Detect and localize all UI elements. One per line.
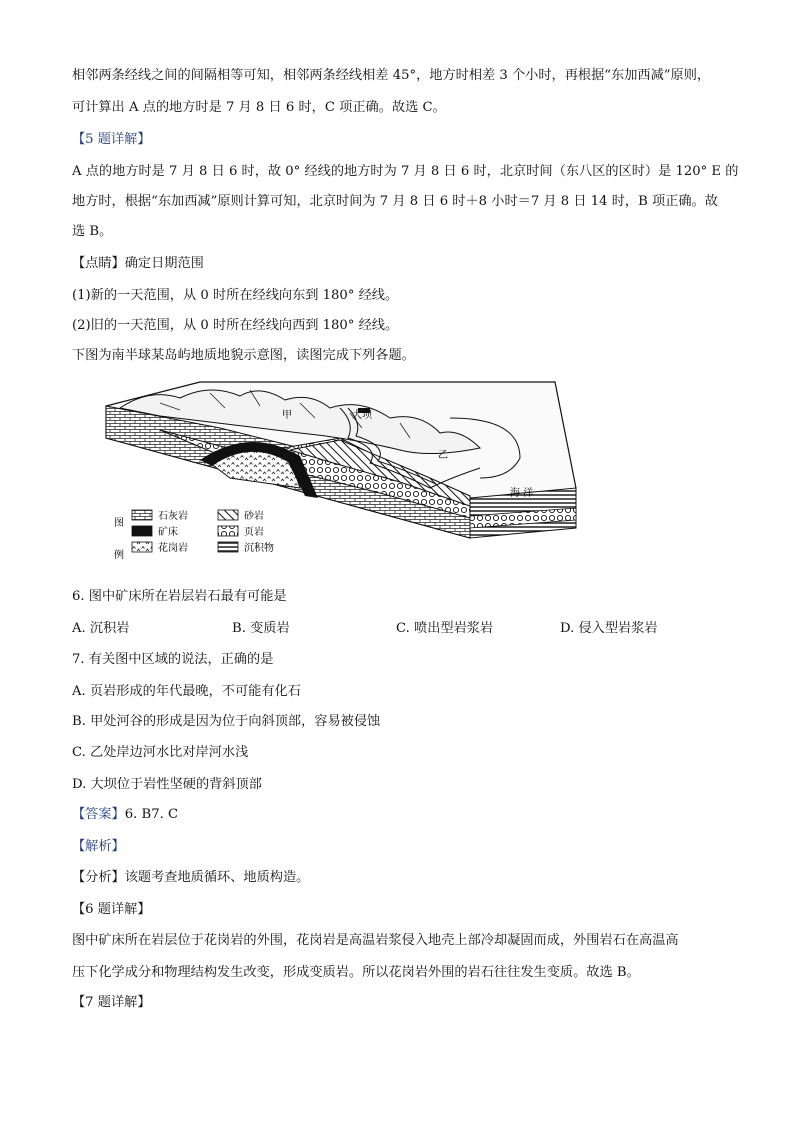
legend-li: 例 xyxy=(114,550,124,561)
legend-label: 页岩 xyxy=(244,527,264,538)
legend-swatch-limestone xyxy=(132,510,152,520)
option-b: B. 变质岩 xyxy=(232,621,290,636)
legend-swatch-shale xyxy=(218,526,238,536)
paragraph-line: 可计算出 A 点的地方时是 7 月 8 日 6 时，C 项正确。故选 C。 xyxy=(72,100,446,115)
legend-swatch-sediment xyxy=(218,542,238,552)
section-heading: 【5 题详解】 xyxy=(72,132,151,147)
paragraph-line: 地方时，根据“东加西减”原则计算可知，北京时间为 7 月 8 日 6 时＋8 小时＝7 月 8 日 14 时，B 项正确。故 xyxy=(72,194,718,209)
label-jia: 甲 xyxy=(282,410,292,421)
answer-label: 【答案】 xyxy=(72,807,125,822)
analysis-line xyxy=(72,868,732,888)
paragraph-line: (2)旧的一天范围，从 0 时所在经线向西到 180° 经线。 xyxy=(72,318,399,333)
option-a: A. 页岩形成的年代最晚，不可能有化石 xyxy=(72,684,301,699)
paragraph-line: 选 B。 xyxy=(72,224,113,239)
legend-tu: 图 xyxy=(114,518,124,529)
answer-text: 6. B7. C xyxy=(124,807,179,822)
tip-line xyxy=(72,254,732,274)
legend-label: 砂岩 xyxy=(244,511,264,522)
section-heading: 【6 题详解】 xyxy=(72,902,151,917)
paragraph-line: 下图为南半球某岛屿地质地貌示意图，读图完成下列各题。 xyxy=(72,348,415,363)
paragraph-line: 相邻两条经线之间的间隔相等可知，相邻两条经线相差 45°，地方时相差 3 个小时，再根据“东加西减”原则， xyxy=(72,68,711,83)
legend-label: 石灰岩 xyxy=(158,511,188,522)
option-c: C. 乙处岸边河水比对岸河水浅 xyxy=(72,745,249,760)
answer-line xyxy=(72,805,732,825)
legend-label: 矿床 xyxy=(158,527,178,538)
legend-label: 花岗岩 xyxy=(158,543,188,554)
analysis-heading: 【解析】 xyxy=(72,839,125,854)
analysis-label: 【分析】 xyxy=(72,870,125,885)
label-yi: 乙 xyxy=(438,450,448,461)
tip-text: 确定日期范围 xyxy=(124,256,204,271)
option-c: C. 喷出型岩浆岩 xyxy=(396,621,494,636)
option-d: D. 大坝位于岩性坚硬的背斜顶部 xyxy=(72,777,262,792)
section-heading: 【7 题详解】 xyxy=(72,995,151,1010)
question-7: 7. 有关图中区域的说法，正确的是 xyxy=(72,652,274,667)
legend-label: 沉积物 xyxy=(244,543,274,554)
option-b: B. 甲处河谷的形成是因为位于向斜顶部，容易被侵蚀 xyxy=(72,714,381,729)
label-ocean: 海 洋 xyxy=(510,488,534,499)
legend-swatch-granite xyxy=(132,542,152,552)
analysis-text: 该题考查地质循环、地质构造。 xyxy=(124,870,310,885)
paragraph-line: A 点的地方时是 7 月 8 日 6 时，故 0° 经线的地方时为 7 月 8 日 6 时，北京时间（东八区的区时）是 120° E 的 xyxy=(72,164,739,179)
question-6: 6. 图中矿床所在岩层岩石最有可能是 xyxy=(72,589,287,604)
paragraph-line: 压下化学成分和物理结构发生改变，形成变质岩。所以花岗岩外围的岩石往往发生变质。故选 B。 xyxy=(72,965,640,980)
paragraph-line: 图中矿床所在岩层位于花岗岩的外围，花岗岩是高温岩浆侵入地壳上部冷却凝固而成，外围岩石在高温高 xyxy=(72,933,679,948)
option-a: A. 沉积岩 xyxy=(72,621,130,636)
label-dam: 大坝 xyxy=(352,410,372,421)
legend-swatch-sandstone xyxy=(218,510,238,520)
tip-label: 【点睛】 xyxy=(72,256,125,271)
legend-swatch-ore xyxy=(132,526,152,536)
geology-figure xyxy=(100,378,580,568)
geology-diagram xyxy=(100,378,580,568)
paragraph-line: (1)新的一天范围，从 0 时所在经线向东到 180° 经线。 xyxy=(72,288,399,303)
option-d: D. 侵入型岩浆岩 xyxy=(560,621,658,636)
